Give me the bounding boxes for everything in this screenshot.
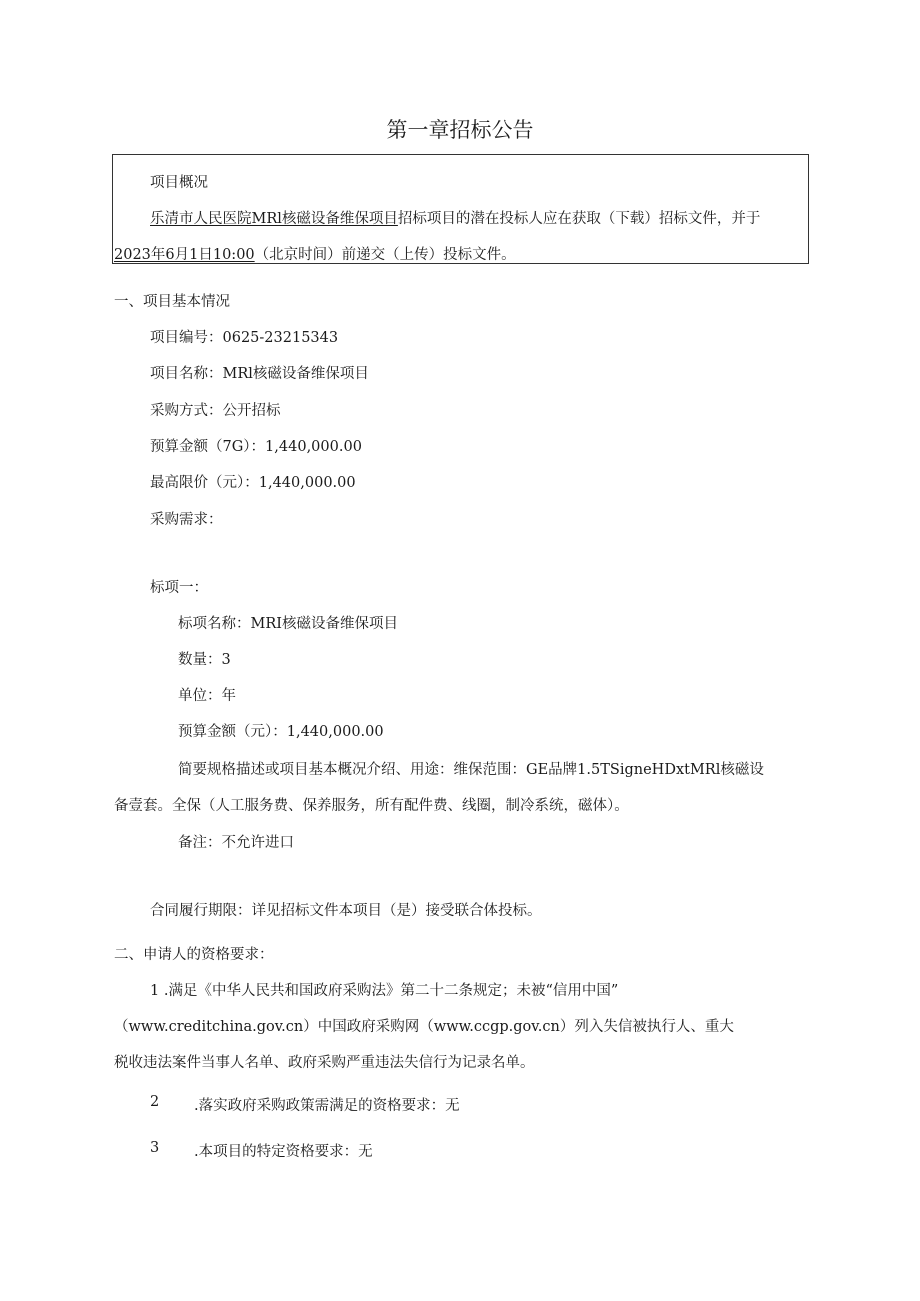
procurement-method: 采购方式：公开招标 — [150, 403, 281, 419]
overview-project-name: 乐清市人民医院MRl核磁设备维保项目 — [150, 211, 398, 227]
budget-amount: 预算金额（7G）：1,440,000.00 — [150, 439, 362, 455]
lot-description-line-1: 简要规格描述或项目基本概况介绍、用途：维保范围：GE品牌1.5TSigneHDxtMRl核磁设 — [178, 762, 764, 778]
overview-deadline: 2023年6月1日10:00 — [114, 247, 255, 263]
overview-line-2 — [114, 243, 516, 264]
lot-quantity: 数量：3 — [178, 652, 231, 668]
lot-unit: 单位：年 — [178, 688, 236, 704]
project-number: 项目编号：0625-23215343 — [150, 330, 339, 346]
lot-name: 标项名称：MRI核磁设备维保项目 — [178, 616, 398, 632]
lot-budget: 预算金额（元）：1,440,000.00 — [178, 724, 384, 740]
lot-heading: 标项一： — [150, 580, 208, 596]
requirement-1-line-2: （www.creditchina.gov.cn）中国政府采购网（www.ccgp.gov.cn）列入失信被执行人、重大 — [114, 1019, 734, 1035]
requirement-2-number: 2 — [150, 1094, 160, 1110]
contract-period: 合同履行期限：详见招标文件本项目（是）接受联合体投标。 — [150, 903, 542, 919]
max-price: 最高限价（元）：1,440,000.00 — [150, 475, 356, 491]
procurement-demand: 采购需求： — [150, 512, 223, 528]
section-2-heading: 二、申请人的资格要求： — [114, 947, 274, 963]
requirement-2-text: .落实政府采购政策需满足的资格要求：无 — [194, 1098, 460, 1114]
overview-heading: 项目概况 — [150, 175, 208, 191]
requirement-1-line-3: 税收违法案件当事人名单、政府采购严重违法失信行为记录名单。 — [114, 1055, 535, 1071]
requirement-3-text: .本项目的特定资格要求：无 — [194, 1144, 373, 1160]
section-1-heading: 一、项目基本情况 — [114, 294, 230, 310]
requirement-3-number: 3 — [150, 1140, 160, 1156]
overview-line-1 — [150, 207, 760, 228]
lot-remark: 备注：不允许进口 — [178, 835, 294, 851]
lot-description-line-2: 备壹套。全保（人工服务费、保养服务，所有配件费、线圈，制冷系统，磁体）。 — [114, 798, 629, 814]
overview-line-2-rest: （北京时间）前递交（上传）投标文件。 — [254, 247, 516, 263]
project-name: 项目名称：MRl核磁设备维保项目 — [150, 366, 369, 382]
overview-line-1-rest: 招标项目的潜在投标人应在获取（下载）招标文件，并于 — [397, 211, 761, 227]
page-title: 第一章招标公告 — [386, 118, 534, 142]
requirement-1-line-1: 1 .满足《中华人民共和国政府采购法》第二十二条规定；未被“信用中国” — [150, 983, 619, 999]
